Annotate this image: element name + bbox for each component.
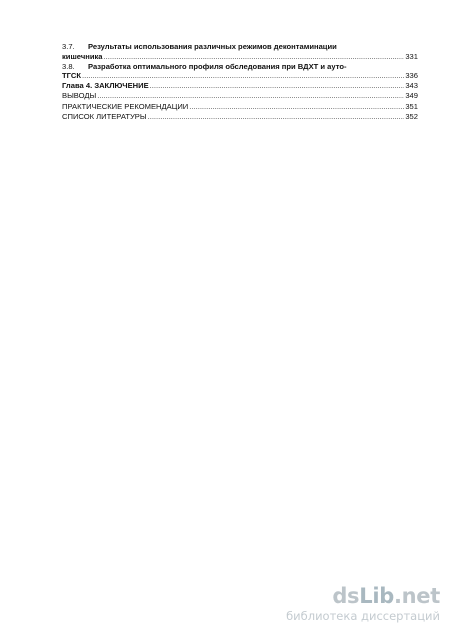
logo-part-lib: Lib <box>359 584 394 608</box>
dot-leader <box>82 71 404 81</box>
toc-entry-page: 343 <box>405 81 418 91</box>
toc-entry-title: Разработка оптимального профиля обследования при ВДХТ и ауто- <box>88 61 347 71</box>
dslib-logo <box>286 586 440 607</box>
toc-entry-line <box>62 112 418 122</box>
dot-leader <box>189 102 404 112</box>
toc-entry-chapter-4 <box>62 81 418 91</box>
logo-part-ds: ds <box>332 584 360 608</box>
toc-entry-title: Глава 4. ЗАКЛЮЧЕНИЕ <box>62 81 149 91</box>
toc-entry-page: 331 <box>405 51 418 61</box>
toc-entry-line <box>62 52 418 62</box>
toc-entry-number: 3.8. <box>62 61 75 71</box>
toc-entry-page: 349 <box>405 91 418 101</box>
table-of-contents <box>62 42 418 122</box>
toc-entry-3-8 <box>62 62 418 81</box>
toc-entry-line <box>62 91 418 101</box>
toc-entry-line <box>62 42 418 52</box>
logo-part-net: .net <box>393 584 440 608</box>
toc-entry-line <box>62 62 418 72</box>
dslib-watermark <box>286 586 440 623</box>
toc-entry-line <box>62 102 418 112</box>
watermark-subtitle: библиотека диссертаций <box>286 609 440 623</box>
toc-entry-title-continued: кишечника <box>62 51 103 61</box>
toc-entry-page: 336 <box>405 71 418 81</box>
toc-entry-line <box>62 71 418 81</box>
toc-entry-page: 352 <box>405 111 418 121</box>
toc-entry-line <box>62 81 418 91</box>
toc-entry-title: ВЫВОДЫ <box>62 91 97 101</box>
dot-leader <box>150 81 405 91</box>
toc-entry-conclusions <box>62 91 418 101</box>
toc-entry-recommendations <box>62 102 418 112</box>
toc-entry-number: 3.7. <box>62 42 75 51</box>
dot-leader <box>148 112 405 122</box>
dot-leader <box>104 52 405 62</box>
toc-entry-title: Результаты использования различных режимов деконтаминации <box>88 42 337 51</box>
toc-entry-page: 351 <box>405 101 418 111</box>
toc-entry-title: ПРАКТИЧЕСКИЕ РЕКОМЕНДАЦИИ <box>62 101 189 111</box>
toc-entry-3-7 <box>62 42 418 61</box>
toc-entry-title-continued: ТГСК <box>62 71 81 81</box>
toc-entry-references <box>62 112 418 122</box>
toc-entry-title: СПИСОК ЛИТЕРАТУРЫ <box>62 111 147 121</box>
dot-leader <box>97 91 404 101</box>
